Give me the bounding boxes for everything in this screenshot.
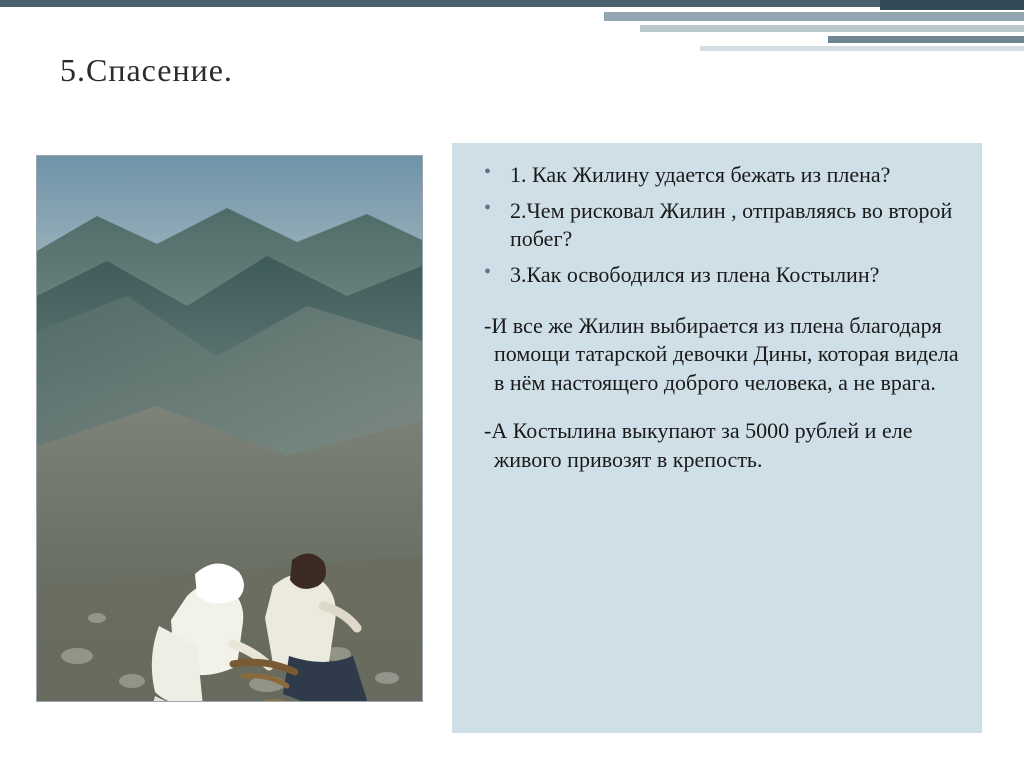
answer-paragraph-2: -А Костылина выкупают за 5000 рублей и еле живого привозят в крепость. <box>484 418 913 472</box>
list-item: • 3.Как освободился из плена Костылин? <box>500 261 960 289</box>
header-bar-4 <box>700 46 1024 51</box>
header-bar-accent-dark <box>880 0 1024 10</box>
header-decoration <box>0 0 1024 60</box>
list-item: • 1. Как Жилину удается бежать из плена? <box>500 161 960 189</box>
header-bar-top <box>0 0 1024 7</box>
slide-title: 5.Спасение. <box>60 52 233 88</box>
header-bar-2 <box>640 25 1024 32</box>
questions-list <box>474 161 960 290</box>
illustration-zhilin-dina-icon <box>37 156 422 701</box>
header-bar-3 <box>828 36 1024 43</box>
answer-paragraph-1: -И все же Жилин выбирается из плена благодаря помощи татарской девочки Дины, которая видела в нём настоящего доброго человека, а не врага. <box>484 312 959 395</box>
illustration-frame <box>36 155 423 702</box>
header-bar-1 <box>604 12 1024 21</box>
content-panel <box>452 143 982 733</box>
list-item: • 2.Чем рисковал Жилин , отправляясь во второй побег? <box>500 197 960 253</box>
